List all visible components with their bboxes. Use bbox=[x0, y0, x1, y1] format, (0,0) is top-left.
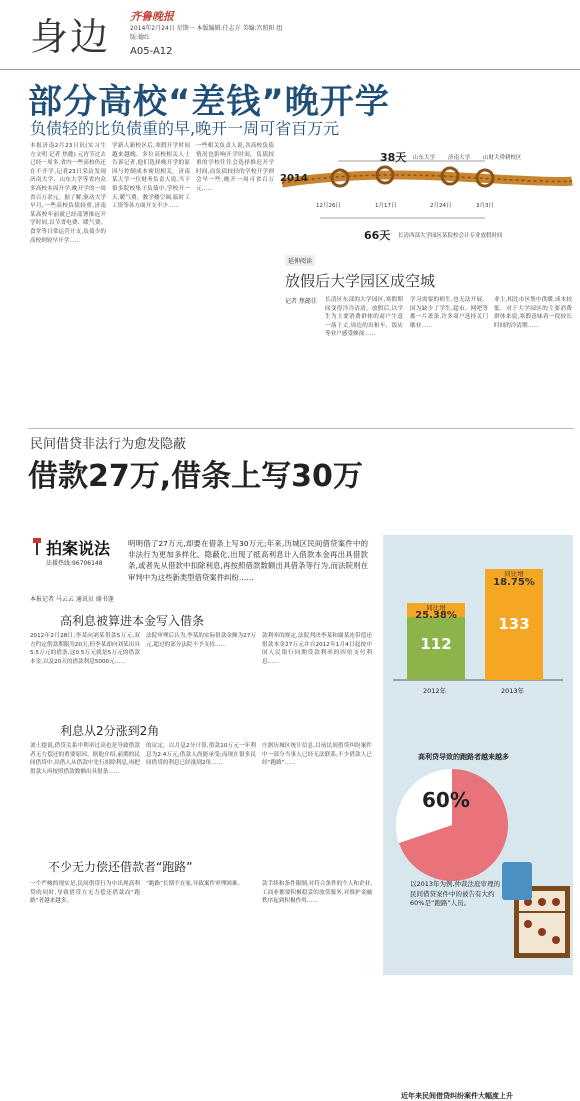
timeline-date-1: 12月26日 bbox=[316, 203, 341, 209]
masthead bbox=[0, 0, 580, 70]
timeline-year: 2014 bbox=[280, 173, 308, 184]
paper-meta: 2014年2月24日 星期一 本版编辑:任志方 美编:宫照阳 组版:德红 bbox=[130, 25, 283, 41]
pie-value: 60% bbox=[422, 788, 470, 812]
section-divider bbox=[28, 428, 574, 429]
timeline-school-2: 济南大学 bbox=[448, 155, 471, 161]
story1-headline: 部分高校“差钱”晚开学 bbox=[28, 82, 390, 122]
box-byline: 记者 焦懿佳 bbox=[285, 298, 317, 305]
timeline-date-2: 1月17日 bbox=[375, 203, 397, 209]
box-column-1: 长清区东部的大学园区,寒假期间变得冷冷清清。放假后,以学生为主要消费群体的商户生意一落千丈,周边的出租车、饭店等业户感受颇深…… bbox=[325, 297, 403, 338]
timeline-school-3: 山财大舜耕校区 bbox=[483, 155, 522, 161]
timeline-38-days: 38天 bbox=[380, 151, 407, 164]
paper-name: 齐鲁晚报 bbox=[130, 10, 174, 23]
box-kicker: 延伸阅读 bbox=[285, 255, 315, 266]
story2-col-3c: 款手续和条件限制,对符合条件的个人和企业,工商业都要积极稳妥的放贷服务,对维护金融秩序起到积极作用…… bbox=[262, 881, 372, 905]
legal-column-logo bbox=[30, 536, 130, 576]
story2-byline: 本报记者 马云云 通讯员 谢书逢 bbox=[30, 596, 114, 603]
pie-chart bbox=[392, 765, 512, 895]
bar-2012-pct-value: 25.38% bbox=[415, 610, 457, 621]
bar-2012-year: 2012年 bbox=[423, 687, 447, 695]
bar-2013-pct-label: 同比增 bbox=[504, 570, 524, 578]
story2-col-2a: 法院审理后认为,李某的实际借款金额为27万元,超过的部分法院不予支持…… bbox=[146, 633, 256, 648]
story1-column-1: 本报济南2月23日讯(实习生 方文明 记者 焦懿) 元宵节过去已经一周多,省内一些高校仍还在不开学,记者23日采访发现济南大学、山东大学等省内众多高校本周开学,晚开学的一周省百万余元。据了解,驱动大学早月,一些高校负债较重,济南某高校年前就已经部署推迟开学时间,以节省电费、暖气费、食堂等日常运营开支,负债少的高校则较早开学…… bbox=[30, 143, 106, 244]
page-range: A05-A12 bbox=[130, 46, 173, 57]
story2-subhead-3: 不少无力偿还借款者“跑路” bbox=[48, 860, 193, 874]
timeline-school-1: 山东大学 bbox=[413, 155, 436, 161]
bar-2012-value: 112 bbox=[420, 635, 452, 653]
story2-lead: 明明借了27万元,却要在借条上写30万元;年来,历城区民间借贷案件中的非法行为更加多样化、隐蔽化,出现了抵高利息计入借款本金再出具借款条,或者先从借款中扣除利息,再按照借款数额出具借条等行为,而法院则在审判中为这些新类型借贷案件纠纷…… bbox=[128, 539, 368, 582]
timeline-date-3: 2月24日 bbox=[430, 203, 452, 209]
bar-2012-pct-label: 同比增 bbox=[426, 604, 446, 612]
pie-note: 以2013年为例,仲裁法庭审理的民间借贷案件中的被告有大约60%是“跑路”人员。 bbox=[410, 880, 501, 907]
timeline-date-4: 3月3日 bbox=[476, 203, 494, 209]
timeline-66-days: 66天 bbox=[364, 229, 391, 242]
story2-col-3b: 庄据历城区统计信息,目前民间借贷纠纷案件中一部分当事人已经无法联系,不少借款人已经“跑路”…… bbox=[262, 743, 372, 767]
bar-2013-year: 2013年 bbox=[501, 687, 525, 695]
story2-col-1b: 刘士提说,借贷关系中利率过高也是导致借款者无力偿还的重要原因。据他介绍,前期的民间借贷中,出借人从借款中先行扣除利息,再把借款人再按照借款数额出具借条…… bbox=[30, 743, 140, 775]
box-column-3: 业主,相比市区集中供暖,成本较低。对于大学园区的主要消费群体来说,寒假意味着一段较长时间的冷清期…… bbox=[494, 297, 572, 329]
story2-subhead-1: 高利息被算进本金写入借条 bbox=[60, 614, 205, 628]
logo-text: 拍案说法 bbox=[46, 539, 111, 558]
logo-hotline: 法援热线:96706148 bbox=[46, 560, 103, 567]
story2-col-2c: “跑路”长期不在家,导致案件审理困难。 bbox=[146, 881, 244, 887]
box-column-2: 学习需要的师生,也无法开展。因为缺少了学生,超市、网吧等都一片萧条,许多商户选择关门歇业…… bbox=[410, 297, 488, 329]
vacation-timeline bbox=[280, 143, 575, 248]
box-title: 放假后大学园区成空城 bbox=[285, 272, 436, 290]
story2-col-2b: 的议定。以月息2分计算,借款10万元一年利息为2.4万元,借款人尚能承受;而现在很多民间借贷的利息已经涨到2角…… bbox=[146, 743, 256, 767]
bar-2013-value: 133 bbox=[498, 615, 530, 633]
infographic-title-1: 近年来民间借贷纠纷案件大幅度上升 bbox=[401, 1092, 513, 1100]
story1-subhead: 负债轻的比负债重的早,晚开一周可省百万元 bbox=[30, 119, 340, 138]
story2-headline: 借款27万,借条上写30万 bbox=[28, 459, 363, 494]
abacus-icon bbox=[500, 860, 578, 970]
gavel-icon bbox=[30, 538, 44, 556]
story2-col-1c: 一个严峻的现实是,民间借贷行为中出现高利贷的同时,导致借贷方无力偿还借款而“跑路”者越来越多。 bbox=[30, 881, 140, 905]
story2-col-3a: 款利率的规定,法院判决李某和谢某连带偿还借款本金27万元并自2012年1月4日起按中国人民银行同期贷款利率的四倍支付利息…… bbox=[262, 633, 372, 665]
timeline-caption: 长清西部大学园区某院校会计专业放假时间 bbox=[398, 233, 503, 239]
infographic-title-2: 高利贷导致的跑路者越来越多 bbox=[418, 753, 509, 761]
section-title: 身边 bbox=[30, 15, 111, 59]
story2-col-1a: 2012年2月28日,李某向刘某借款5万元,双方约定借款期限为20天,但李某却向刘某出具5.5万元的借条,这0.5万元就是5万元的借款本金,以及20天的借款利息5000元…… bbox=[30, 633, 140, 665]
story1-column-3: 一些相关负责人说,各高校负债情况也影响开学时间。负债较重的学校往往会选择推迟开学时间,而负债较轻的学校开学则会早一些,晚开一周可省百万元…… bbox=[196, 143, 274, 192]
story1-column-2: 学新人新校区后,寒假开学时间越来越晚。多位高校相关人士告诉记者,他们选择晚开学的原因与控制成本密切相关。济南某大学一位财务负责人说,当下很多院校集于负债中,学校开一天,暖气费、教学楼空调,临时工工资等各方面开支不少…… bbox=[112, 143, 190, 210]
story2-kicker: 民间借贷非法行为愈发隐蔽 bbox=[30, 437, 187, 452]
story2-subhead-2: 利息从2分涨到2角 bbox=[60, 724, 160, 738]
bar-2013-pct-value: 18.75% bbox=[493, 577, 535, 588]
